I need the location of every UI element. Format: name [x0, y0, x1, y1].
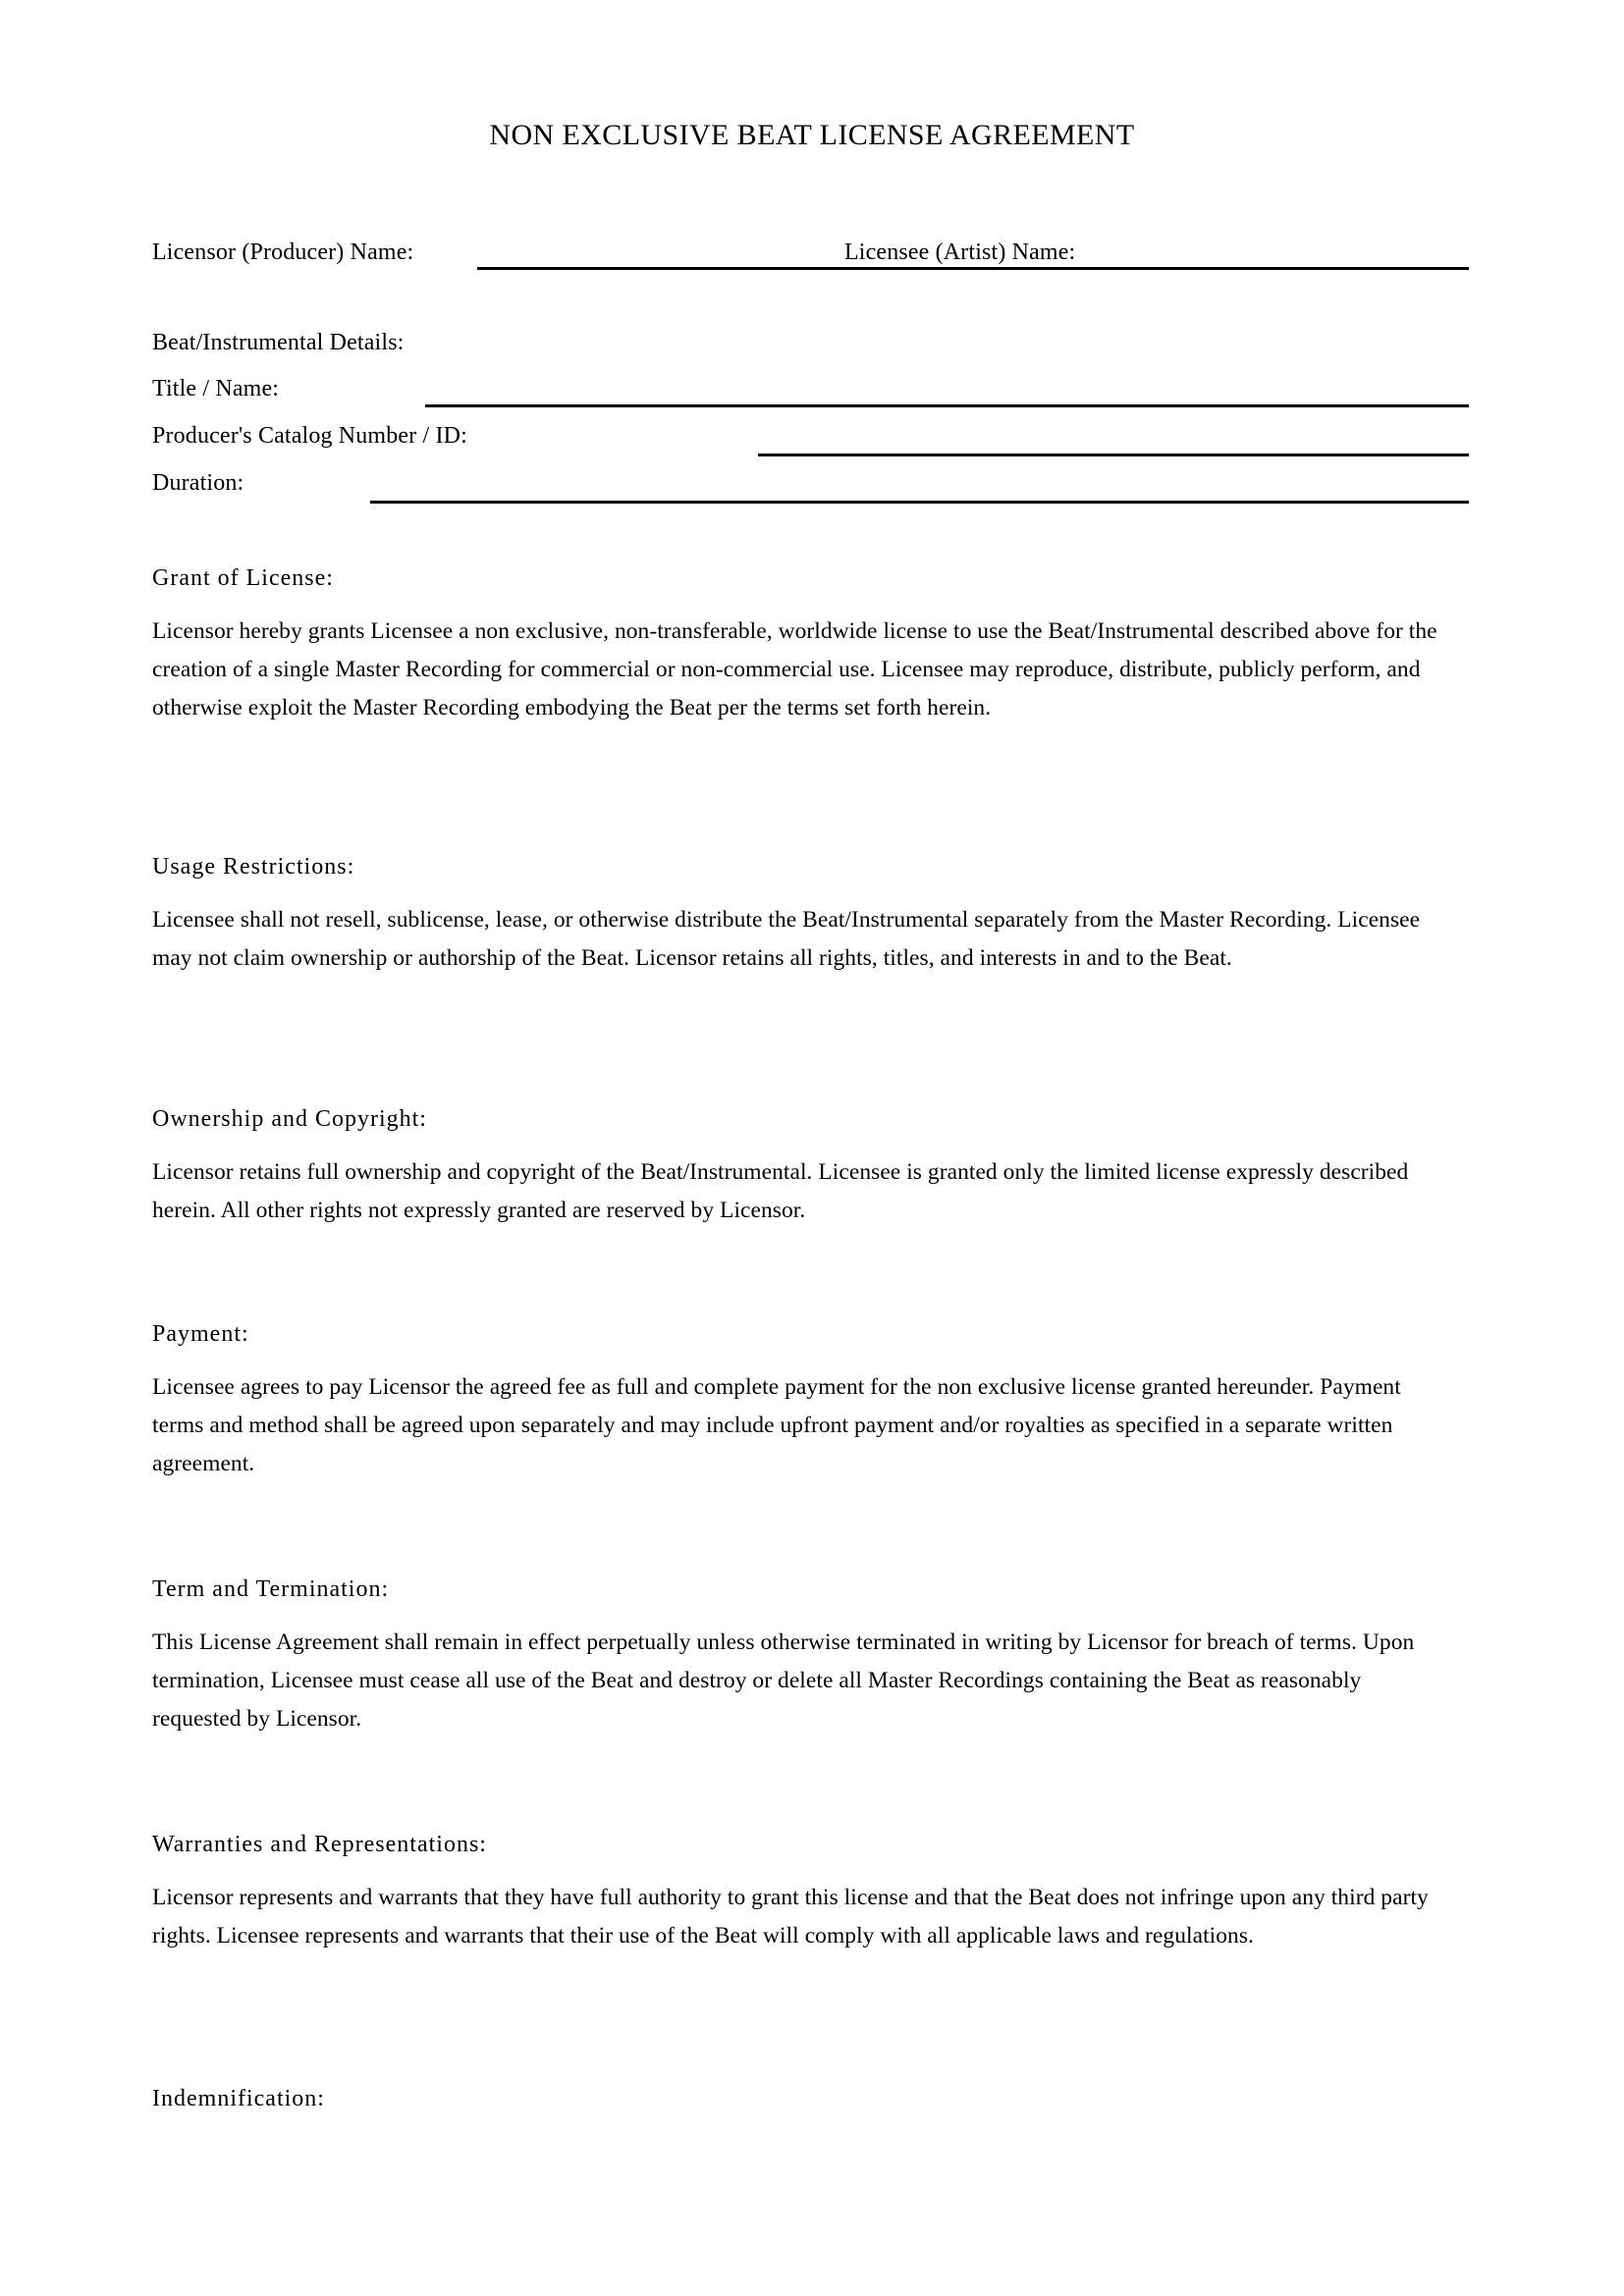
section-body: Licensee shall not resell, sublicense, lease, or otherwise distribute the Beat/Instrumental separately from the Master Recording. Licensee may not claim ownership or authorship of the Beat. Licensor retains all rights, titles, and interests in and to the Beat.	[152, 907, 1421, 971]
licensor-name-label: Licensor (Producer) Name:	[152, 240, 414, 265]
licensee-name-label: Licensee (Artist) Name:	[844, 240, 1076, 265]
section-heading: Payment:	[152, 1321, 249, 1347]
section-heading: Usage Restrictions:	[152, 854, 355, 880]
beat-duration-fill-line[interactable]	[370, 501, 1469, 504]
section-heading: Ownership and Copyright:	[152, 1106, 427, 1132]
section-indemnification	[152, 2084, 1453, 2133]
section-body: Licensor hereby grants Licensee a non exclusive, non-transferable, worldwide license to use the Beat/Instrumental described above for the creation of a single Master Recording for commercial or non-commercial use. Licensee may reproduce, distribute, publicly perform, and otherwise exploit the Master Recording embodying the Beat per the terms set forth herein.	[152, 618, 1437, 721]
section-warranties-and-representations	[152, 1830, 1453, 1955]
beat-duration-label: Duration:	[152, 470, 244, 496]
section-body: Licensor represents and warrants that they have full authority to grant this license and that the Beat does not infringe upon any third party rights. Licensee represents and warrants that their use of the Beat will comply with all applicable laws and regulations.	[152, 1885, 1429, 1949]
beat-catalog-fill-line[interactable]	[758, 454, 1469, 456]
party-names-fill-line[interactable]	[477, 267, 1469, 270]
beat-details-heading: Beat/Instrumental Details:	[152, 330, 405, 355]
section-grant-of-license	[152, 563, 1453, 727]
section-usage-restrictions	[152, 852, 1453, 978]
section-ownership-and-copyright	[152, 1104, 1453, 1230]
beat-catalog-label: Producer's Catalog Number / ID:	[152, 423, 467, 449]
beat-title-fill-line[interactable]	[425, 404, 1469, 407]
section-payment	[152, 1319, 1453, 1483]
page-title: NON EXCLUSIVE BEAT LICENSE AGREEMENT	[489, 119, 1135, 151]
section-term-and-termination	[152, 1575, 1453, 1738]
section-heading: Grant of License:	[152, 565, 334, 591]
section-body: This License Agreement shall remain in effect perpetually unless otherwise terminated in writing by Licensor for breach of terms. Upon termination, Licensee must cease all use of the Beat and destroy or delete all Master Recordings containing the Beat as reasonably requested by Licensor.	[152, 1629, 1415, 1732]
section-heading: Warranties and Representations:	[152, 1832, 487, 1857]
beat-title-label: Title / Name:	[152, 376, 280, 401]
section-body: Licensee agrees to pay Licensor the agreed fee as full and complete payment for the non exclusive license granted hereunder. Payment terms and method shall be agreed upon separately and may include upfront payment and/or royalties as specified in a separate written agreement.	[152, 1374, 1401, 1476]
section-heading: Term and Termination:	[152, 1576, 390, 1602]
section-body: Licensor retains full ownership and copyright of the Beat/Instrumental. Licensee is granted only the limited license expressly described herein. All other rights not expressly granted are reserved by Licensor.	[152, 1159, 1409, 1223]
section-heading: Indemnification:	[152, 2086, 325, 2111]
